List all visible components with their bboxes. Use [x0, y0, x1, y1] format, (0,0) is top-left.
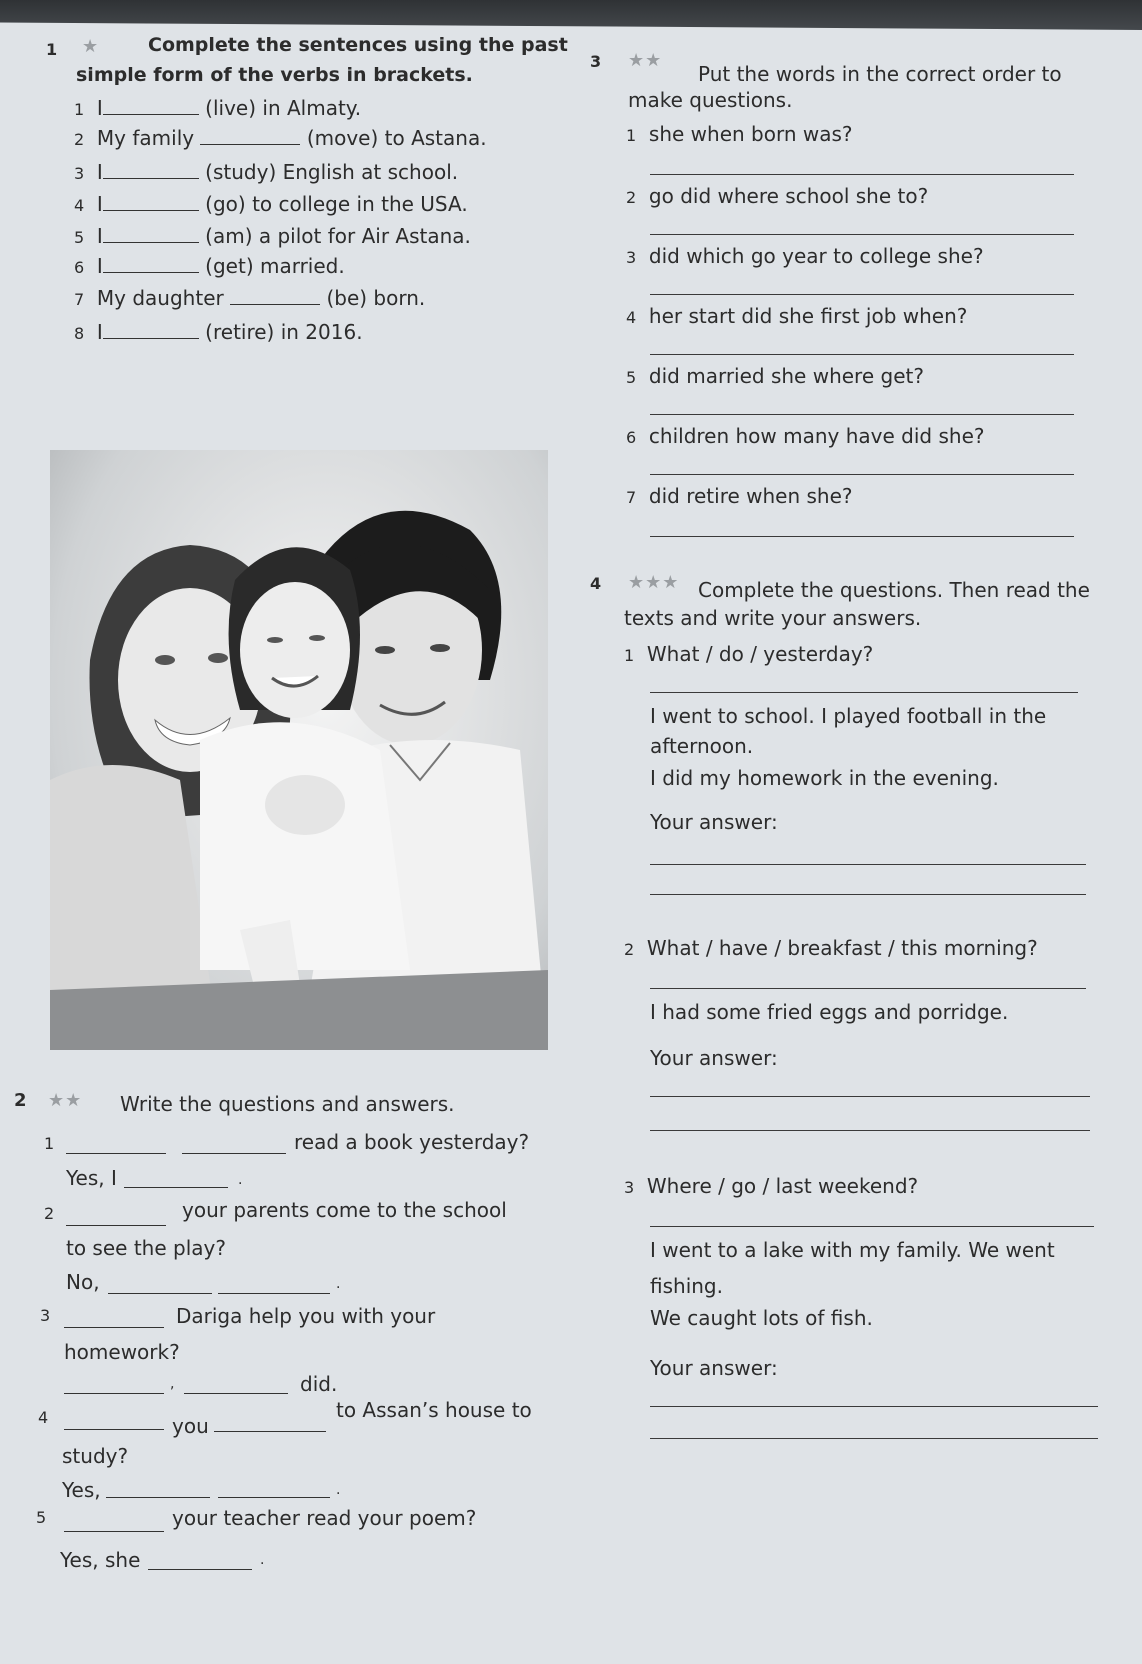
item-number: 2 [626, 188, 637, 207]
item-number: 6 [74, 258, 85, 277]
list-item [74, 254, 345, 278]
prompt-text: Where / go / last weekend? [646, 1174, 919, 1198]
item-verb: (get) married. [205, 254, 345, 278]
list-item [626, 184, 928, 208]
top-dark-band [0, 0, 1142, 30]
item-subject: My daughter [96, 286, 224, 310]
answer-prefix: Yes, [62, 1478, 101, 1502]
item-number: 4 [38, 1408, 49, 1427]
answer-line[interactable] [650, 692, 1078, 693]
answer-blank[interactable] [230, 303, 320, 305]
exercise-instruction: Complete the sentences using the past [148, 34, 568, 56]
answer-blank[interactable] [64, 1428, 164, 1430]
list-item [74, 192, 468, 216]
item-subject: I [96, 254, 103, 278]
item-verb: (live) in Almaty. [205, 96, 362, 120]
answer-blank[interactable] [103, 209, 199, 211]
list-item [74, 96, 361, 120]
answer-blank[interactable] [106, 1496, 210, 1498]
question-prompt [624, 642, 873, 666]
question-prompt [624, 936, 1038, 960]
exercise-number: 2 [14, 1090, 27, 1111]
answer-line[interactable] [650, 1226, 1094, 1227]
exercise-instruction: Complete the questions. Then read the [698, 578, 1090, 602]
list-item [74, 286, 425, 310]
exercise-number: 1 [46, 40, 58, 59]
question-text: Dariga help you with your [176, 1304, 436, 1328]
answer-blank[interactable] [182, 1152, 286, 1154]
answer-line[interactable] [650, 864, 1086, 865]
answer-line[interactable] [650, 1438, 1098, 1439]
exercise-number: 3 [590, 52, 602, 71]
answer-blank[interactable] [103, 337, 199, 339]
item-verb: (be) born. [326, 286, 426, 310]
answer-prefix: No, [66, 1270, 100, 1294]
item-number: 3 [624, 1178, 635, 1197]
list-item [626, 304, 967, 328]
item-number: 1 [624, 646, 635, 665]
item-verb: (go) to college in the USA. [205, 192, 468, 216]
answer-blank[interactable] [64, 1392, 164, 1394]
question-text: to see the play? [66, 1236, 226, 1260]
full-stop: . [260, 1552, 265, 1568]
item-number: 3 [40, 1306, 51, 1325]
question-text: to Assan’s house to [336, 1398, 532, 1422]
answer-blank[interactable] [200, 143, 300, 145]
list-item [626, 364, 924, 388]
comma: , [170, 1376, 175, 1392]
reading-text: We caught lots of fish. [650, 1306, 873, 1330]
reading-text: I went to school. I played football in the [650, 704, 1047, 728]
answer-blank[interactable] [148, 1568, 252, 1570]
answer-blank[interactable] [214, 1430, 326, 1432]
star-rating-icon: ★★ [628, 50, 663, 71]
reading-text: I did my homework in the evening. [650, 766, 999, 790]
question-text: study? [62, 1444, 129, 1468]
answer-line[interactable] [650, 414, 1074, 415]
exercise-instruction: Put the words in the correct order to [698, 62, 1062, 86]
item-number: 5 [626, 368, 637, 387]
answer-line[interactable] [650, 1406, 1098, 1407]
full-stop: . [336, 1276, 341, 1292]
question-text: your teacher read your poem? [172, 1506, 477, 1530]
item-number: 7 [626, 488, 637, 507]
answer-line[interactable] [650, 988, 1086, 989]
your-answer-label: Your answer: [650, 810, 778, 834]
star-rating-icon: ★★ [48, 1090, 83, 1111]
answer-line[interactable] [650, 1096, 1090, 1097]
answer-suffix: did. [300, 1372, 338, 1396]
answer-blank[interactable] [103, 177, 199, 179]
full-stop: . [238, 1172, 243, 1188]
item-number: 2 [74, 130, 85, 149]
item-number: 7 [74, 290, 85, 309]
answer-blank[interactable] [108, 1292, 212, 1294]
item-verb: (retire) in 2016. [205, 320, 363, 344]
item-subject: I [96, 96, 103, 120]
answer-blank[interactable] [64, 1326, 164, 1328]
item-number: 3 [626, 248, 637, 267]
item-subject: My family [96, 126, 195, 150]
exercise-instruction: Write the questions and answers. [120, 1092, 455, 1116]
answer-line[interactable] [650, 894, 1086, 895]
answer-prefix: Yes, I [66, 1166, 117, 1190]
answer-blank[interactable] [103, 241, 199, 243]
scrambled-words: she when born was? [648, 122, 853, 146]
answer-prefix: Yes, she [60, 1548, 141, 1572]
list-item [626, 122, 853, 146]
answer-blank[interactable] [66, 1224, 166, 1226]
star-rating-icon: ★★★ [628, 572, 680, 593]
scrambled-words: did retire when she? [648, 484, 853, 508]
item-verb: (study) English at school. [205, 160, 459, 184]
item-subject: I [96, 320, 103, 344]
question-text: read a book yesterday? [294, 1130, 530, 1154]
star-rating-icon: ★ [82, 36, 100, 57]
exercise-instruction: texts and write your answers. [624, 606, 922, 630]
scrambled-words: go did where school she to? [648, 184, 929, 208]
full-stop: . [336, 1482, 341, 1498]
answer-blank[interactable] [218, 1496, 330, 1498]
answer-blank[interactable] [103, 113, 199, 115]
list-item [74, 160, 458, 184]
question-text: you [172, 1414, 209, 1438]
scrambled-words: did married she where get? [648, 364, 924, 388]
item-number: 1 [626, 126, 637, 145]
list-item [74, 224, 471, 248]
answer-line[interactable] [650, 536, 1074, 537]
item-subject: I [96, 160, 103, 184]
item-number: 1 [44, 1134, 55, 1153]
your-answer-label: Your answer: [650, 1046, 778, 1070]
answer-blank[interactable] [218, 1292, 330, 1294]
answer-line[interactable] [650, 234, 1074, 235]
item-number: 4 [74, 196, 85, 215]
answer-blank[interactable] [66, 1152, 166, 1154]
scrambled-words: her start did she first job when? [648, 304, 968, 328]
prompt-text: What / have / breakfast / this morning? [646, 936, 1038, 960]
reading-text: afternoon. [650, 734, 754, 758]
item-number: 6 [626, 428, 637, 447]
question-text: your parents come to the school [182, 1198, 507, 1222]
answer-line[interactable] [650, 354, 1074, 355]
answer-blank[interactable] [184, 1392, 288, 1394]
answer-line[interactable] [650, 174, 1074, 175]
item-subject: I [96, 224, 103, 248]
scrambled-words: did which go year to college she? [648, 244, 984, 268]
scrambled-words: children how many have did she? [648, 424, 985, 448]
item-verb: (move) to Astana. [306, 126, 487, 150]
exercise-instruction: simple form of the verbs in brackets. [76, 64, 473, 86]
item-subject: I [96, 192, 103, 216]
reading-text: I had some fried eggs and porridge. [650, 1000, 1009, 1024]
your-answer-label: Your answer: [650, 1356, 778, 1380]
question-text: homework? [64, 1340, 180, 1364]
list-item [626, 424, 985, 448]
family-photo [50, 450, 548, 1050]
answer-blank[interactable] [64, 1530, 164, 1532]
item-number: 8 [74, 324, 85, 343]
answer-blank[interactable] [103, 271, 199, 273]
item-number: 1 [74, 100, 85, 119]
answer-line[interactable] [650, 294, 1074, 295]
item-number: 5 [36, 1508, 47, 1527]
answer-blank[interactable] [124, 1186, 228, 1188]
prompt-text: What / do / yesterday? [646, 642, 874, 666]
reading-text: fishing. [650, 1274, 723, 1298]
list-item [74, 126, 487, 150]
question-prompt [624, 1174, 918, 1198]
item-verb: (am) a pilot for Air Astana. [205, 224, 471, 248]
item-number: 4 [626, 308, 637, 327]
list-item [74, 320, 363, 344]
answer-line[interactable] [650, 474, 1074, 475]
item-number: 2 [44, 1204, 55, 1223]
answer-line[interactable] [650, 1130, 1090, 1131]
exercise-number: 4 [590, 574, 602, 593]
list-item [626, 244, 984, 268]
item-number: 5 [74, 228, 85, 247]
reading-text: I went to a lake with my family. We went [650, 1238, 1055, 1262]
exercise-instruction: make questions. [628, 88, 793, 112]
item-number: 2 [624, 940, 635, 959]
item-number: 3 [74, 164, 85, 183]
list-item [626, 484, 853, 508]
